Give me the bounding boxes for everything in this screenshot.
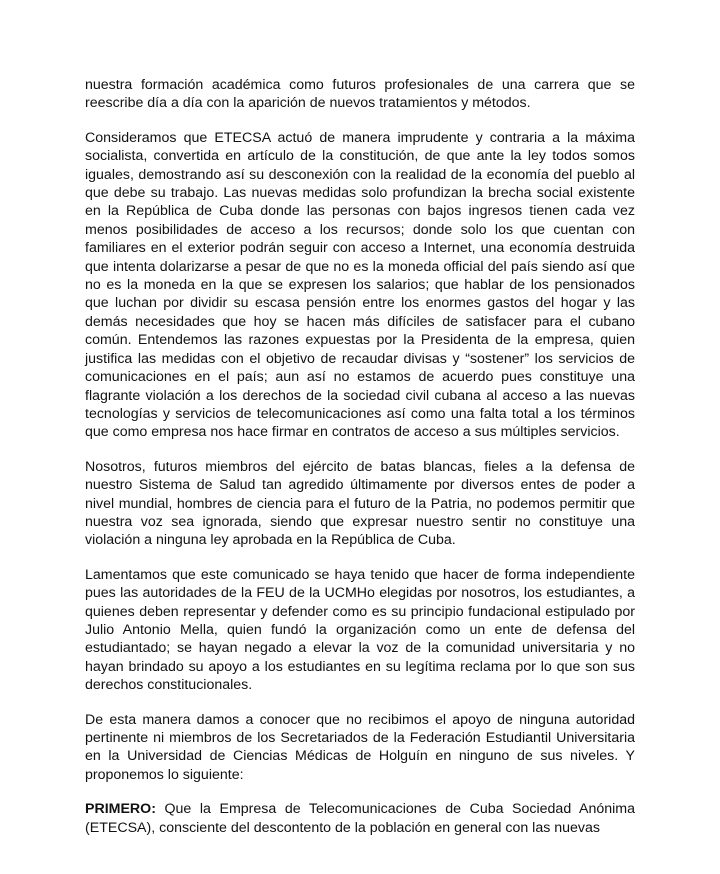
point-text: Que la Empresa de Telecomunicaciones de Cuba Sociedad Anónima (ETECSA), consciente del descontento de la población en general con las nuevas (85, 801, 635, 836)
document-body (85, 76, 635, 837)
paragraph-apoyo: De esta manera damos a conocer que no recibimos el apoyo de ninguna autoridad pertinente ni miembros de los Secretariados de la Federación Estudiantil Universitaria en la Universidad de Ciencias Médicas de Holguín en ninguno de sus niveles. Y proponemos lo siguiente: (85, 711, 635, 783)
paragraph-primero (85, 800, 635, 837)
paragraph-feu: Lamentamos que este comunicado se haya tenido que hacer de forma independiente pues las autoridades de la FEU de la UCMHo elegidas por nosotros, los estudiantes, a quienes deben representar y defender como es su principio fundacional estipulado por Julio Antonio Mella, quien fundó la organización como un ente de defensa del estudiantado; se hayan negado a elevar la voz de la comunidad universitaria y no hayan brindado su apoyo a los estudiantes en su legítima reclama por lo que son sus derechos constitucionales. (85, 566, 635, 694)
paragraph-batas-blancas: Nosotros, futuros miembros del ejército de batas blancas, fieles a la defensa de nuestro Sistema de Salud tan agredido últimamente por diversos entes de poder a nivel mundial, hombres de ciencia para el futuro de la Patria, no podemos permitir que nuestra voz sea ignorada, siendo que expresar nuestro sentir no constituye una violación a ninguna ley aprobada en la República de Cuba. (85, 458, 635, 549)
paragraph-etecsa: Consideramos que ETECSA actuó de manera imprudente y contraria a la máxima socialista, convertida en artículo de la constitución, de que ante la ley todos somos iguales, demostrando así su desconexión con la realidad de la economía del pueblo al que debe su trabajo. Las nuevas medidas solo profundizan la brecha social existente en la República de Cuba donde las personas con bajos ingresos tienen cada vez menos posibilidades de acceso a los recursos; donde solo los que cuentan con familiares en el exterior podrán seguir con acceso a Internet, una economía destruida que intenta dolarizarse a pesar de que no es la moneda official del país siendo así que no es la moneda en la que se expresen los salarios; que hablar de los pensionados que luchan por dividir su escasa pensión entre los enormes gastos del hogar y las demás necesidades que hoy se hacen más difíciles de satisfacer para el cubano común. Entendemos las razones expuestas por la Presidenta de la empresa, quien justifica las medidas con el objetivo de recaudar divisas y “sostener” los servicios de comunicaciones en el país; aun así no estamos de acuerdo pues constituye una flagrante violación a los derechos de la sociedad civil cubana al acceso a las nuevas tecnologías y servicios de telecomunicaciones así como una falta total a los términos que como empresa nos hace firmar en contratos de acceso a sus múltiples servicios. (85, 129, 635, 441)
paragraph-formacion: nuestra formación académica como futuros profesionales de una carrera que se reescribe día a día con la aparición de nuevos tratamientos y métodos. (85, 77, 635, 112)
point-label: PRIMERO: (85, 801, 156, 818)
